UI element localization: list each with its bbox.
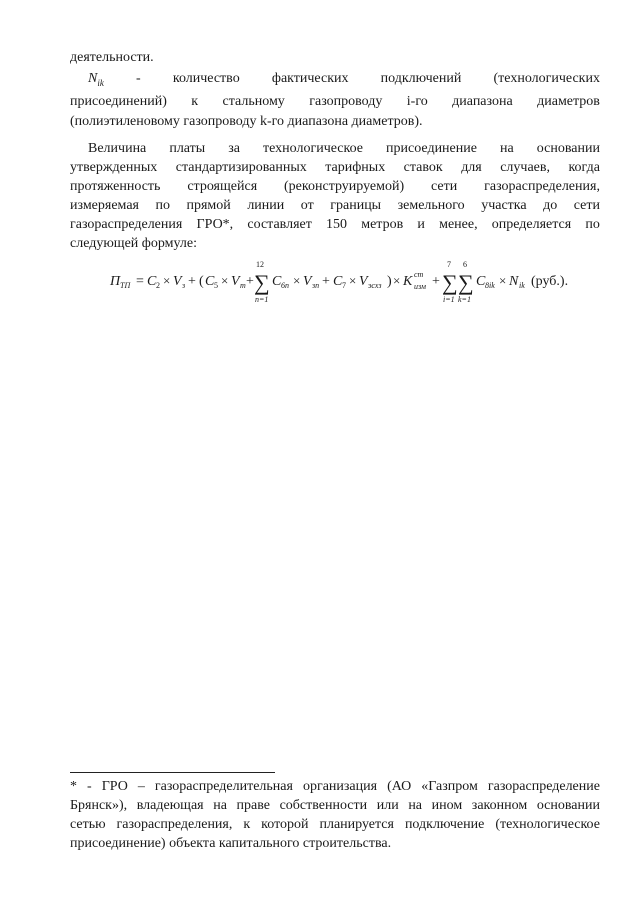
word: которой bbox=[261, 817, 309, 832]
formula-c6: C bbox=[272, 274, 282, 289]
sum-upper-limit: 6 bbox=[463, 260, 467, 269]
word: за bbox=[228, 141, 240, 156]
footnote-line bbox=[70, 797, 600, 814]
text-line bbox=[70, 159, 600, 176]
formula-v-sub: з bbox=[182, 281, 186, 290]
formula-open-paren: ( bbox=[199, 274, 204, 289]
formula-times: × bbox=[163, 273, 171, 288]
word: (реконструируемой) bbox=[284, 179, 405, 194]
word: сети bbox=[573, 198, 600, 213]
formula-times: × bbox=[349, 273, 357, 288]
footnote-line bbox=[70, 778, 600, 795]
word: измеряемая bbox=[70, 198, 139, 213]
word: определяется bbox=[491, 217, 572, 232]
word: газораспределения, bbox=[484, 179, 600, 194]
word: границы bbox=[330, 198, 382, 213]
formula-k-sup: ст bbox=[414, 270, 424, 279]
formula-plus: + bbox=[322, 274, 330, 289]
word: количество bbox=[172, 71, 240, 86]
word: строящейся bbox=[187, 179, 258, 194]
word: на bbox=[408, 798, 423, 813]
word: диапазона bbox=[452, 94, 513, 109]
word: сети bbox=[431, 179, 458, 194]
word: менее, bbox=[439, 217, 478, 232]
text-fragment: (полиэтиленовому газопроводу k-го диапазона диаметров). bbox=[70, 114, 423, 129]
word: (технологическое bbox=[495, 817, 600, 832]
word: по bbox=[155, 198, 170, 213]
word: организация bbox=[302, 779, 378, 794]
formula-c2: C bbox=[147, 274, 157, 289]
formula-times: × bbox=[499, 273, 507, 288]
formula-unit: (руб.). bbox=[531, 274, 569, 289]
word: Брянск»), bbox=[70, 798, 128, 813]
word: газораспределительная bbox=[154, 779, 293, 794]
formula-c5: C bbox=[205, 274, 215, 289]
text-line bbox=[70, 235, 197, 252]
dash: - bbox=[136, 71, 141, 86]
sum-sign: ∑ bbox=[254, 270, 270, 295]
formula-vn-sub: зn bbox=[312, 281, 320, 290]
formula-c6-sub: 6n bbox=[281, 281, 289, 290]
word: или bbox=[376, 798, 399, 813]
word: газораспределение bbox=[487, 779, 600, 794]
footnote-line bbox=[70, 835, 391, 852]
word: технологическое bbox=[263, 141, 363, 156]
formula-vsk: V bbox=[359, 274, 368, 289]
word: собственности bbox=[279, 798, 368, 813]
word: по bbox=[585, 217, 600, 232]
word: (технологических bbox=[493, 71, 600, 86]
footnote-line bbox=[70, 816, 600, 833]
word: для bbox=[461, 160, 482, 175]
word: от bbox=[300, 198, 314, 213]
formula-plus: + bbox=[188, 274, 196, 289]
formula-times: × bbox=[393, 273, 401, 288]
word: ставок bbox=[403, 160, 443, 175]
formula-c8: C bbox=[476, 274, 486, 289]
formula-times: × bbox=[293, 273, 301, 288]
formula-lhs: П bbox=[110, 274, 121, 289]
formula-c5-sub: 5 bbox=[214, 281, 218, 290]
text-line bbox=[70, 113, 423, 130]
text-line bbox=[70, 178, 600, 195]
text-line bbox=[88, 140, 600, 157]
word: тарифных bbox=[325, 160, 386, 175]
word: на bbox=[213, 798, 227, 813]
text-fragment: присоединение) объекта капитального строительства. bbox=[70, 836, 392, 851]
word: прямой bbox=[186, 198, 231, 213]
word: «Газпром bbox=[421, 779, 478, 794]
word: законном bbox=[471, 798, 528, 813]
sum-lower-limit: k=1 bbox=[458, 295, 471, 304]
word: утвержденных bbox=[70, 160, 158, 175]
word: ГРО*, bbox=[196, 217, 234, 232]
word: на bbox=[500, 141, 514, 156]
text-fragment: следующей формуле: bbox=[70, 236, 197, 251]
formula-times: × bbox=[221, 273, 229, 288]
word: ГРО bbox=[101, 779, 128, 794]
formula-close-paren: ) bbox=[387, 274, 392, 289]
formula-k: K bbox=[403, 274, 413, 289]
word: газораспределения, bbox=[116, 817, 233, 832]
word: газораспределения bbox=[70, 217, 183, 232]
word: протяженность bbox=[70, 179, 161, 194]
word: 150 bbox=[326, 217, 348, 232]
word: к bbox=[243, 817, 251, 832]
word: диаметров bbox=[537, 94, 600, 109]
formula-n-sub: ik bbox=[519, 281, 525, 290]
word: к bbox=[191, 94, 199, 109]
word: составляет bbox=[247, 217, 312, 232]
formula-c7: C bbox=[333, 274, 343, 289]
word: платы bbox=[169, 141, 206, 156]
word: владеющая bbox=[136, 798, 204, 813]
word: Величина bbox=[88, 141, 147, 156]
sum-sign: ∑ bbox=[442, 270, 458, 295]
formula-c2-sub: 2 bbox=[156, 281, 160, 290]
formula-vt: V bbox=[231, 274, 240, 289]
formula-k-sub: изм bbox=[414, 282, 427, 291]
word: и bbox=[417, 217, 425, 232]
formula-eq: = bbox=[136, 274, 144, 289]
word: метров bbox=[361, 217, 404, 232]
word: подключение bbox=[404, 817, 485, 832]
word: газопроводу bbox=[309, 94, 383, 109]
text-line bbox=[70, 49, 154, 66]
word: когда bbox=[568, 160, 600, 175]
word: i-го bbox=[406, 94, 428, 109]
formula-c7-sub: 7 bbox=[342, 281, 346, 290]
sum-upper-limit: 7 bbox=[447, 260, 451, 269]
word: основании bbox=[536, 798, 600, 813]
formula-plus: + bbox=[246, 274, 254, 289]
sum-upper-limit: 12 bbox=[256, 260, 264, 269]
variable-n-ik bbox=[88, 70, 104, 92]
word: (АО bbox=[387, 779, 412, 794]
text-line bbox=[70, 197, 600, 214]
sum-lower-limit: n=1 bbox=[255, 295, 269, 304]
formula-vt-sub: т bbox=[240, 281, 246, 290]
word: участка bbox=[481, 198, 527, 213]
formula-plus: + bbox=[432, 274, 440, 289]
word: сетью bbox=[70, 817, 106, 832]
text-line bbox=[70, 216, 600, 233]
word: линии bbox=[247, 198, 285, 213]
sum-sign: ∑ bbox=[458, 270, 474, 295]
word: присоединений) bbox=[70, 94, 167, 109]
word: стандартизированных bbox=[175, 160, 307, 175]
word: - bbox=[87, 779, 92, 794]
word: присоединение bbox=[386, 141, 477, 156]
formula-lhs-sub: ТП bbox=[120, 281, 131, 290]
formula-n: N bbox=[509, 274, 519, 289]
var-symbol: N bbox=[88, 71, 98, 86]
var-subscript: ik bbox=[97, 77, 104, 88]
word: земельного bbox=[397, 198, 465, 213]
formula-c8-sub: 8ik bbox=[485, 281, 495, 290]
text-fragment: деятельности. bbox=[70, 50, 154, 65]
definition-line bbox=[88, 70, 600, 92]
word: – bbox=[137, 779, 145, 794]
word: случаев, bbox=[500, 160, 550, 175]
word: стальному bbox=[222, 94, 285, 109]
formula-v: V bbox=[173, 274, 182, 289]
word: планируется bbox=[319, 817, 394, 832]
word: до bbox=[543, 198, 558, 213]
formula-vn: V bbox=[303, 274, 312, 289]
word: подключений bbox=[380, 71, 462, 86]
text-line bbox=[70, 93, 600, 110]
footnote-separator bbox=[70, 772, 275, 773]
footnote-marker: * bbox=[70, 779, 77, 794]
word: праве bbox=[236, 798, 270, 813]
word: фактических bbox=[271, 71, 349, 86]
word: основании bbox=[536, 141, 600, 156]
formula-vsk-sub: эсхз bbox=[368, 281, 382, 290]
sum-lower-limit: i=1 bbox=[443, 295, 455, 304]
tariff-formula bbox=[100, 258, 580, 308]
word: ином bbox=[431, 798, 463, 813]
